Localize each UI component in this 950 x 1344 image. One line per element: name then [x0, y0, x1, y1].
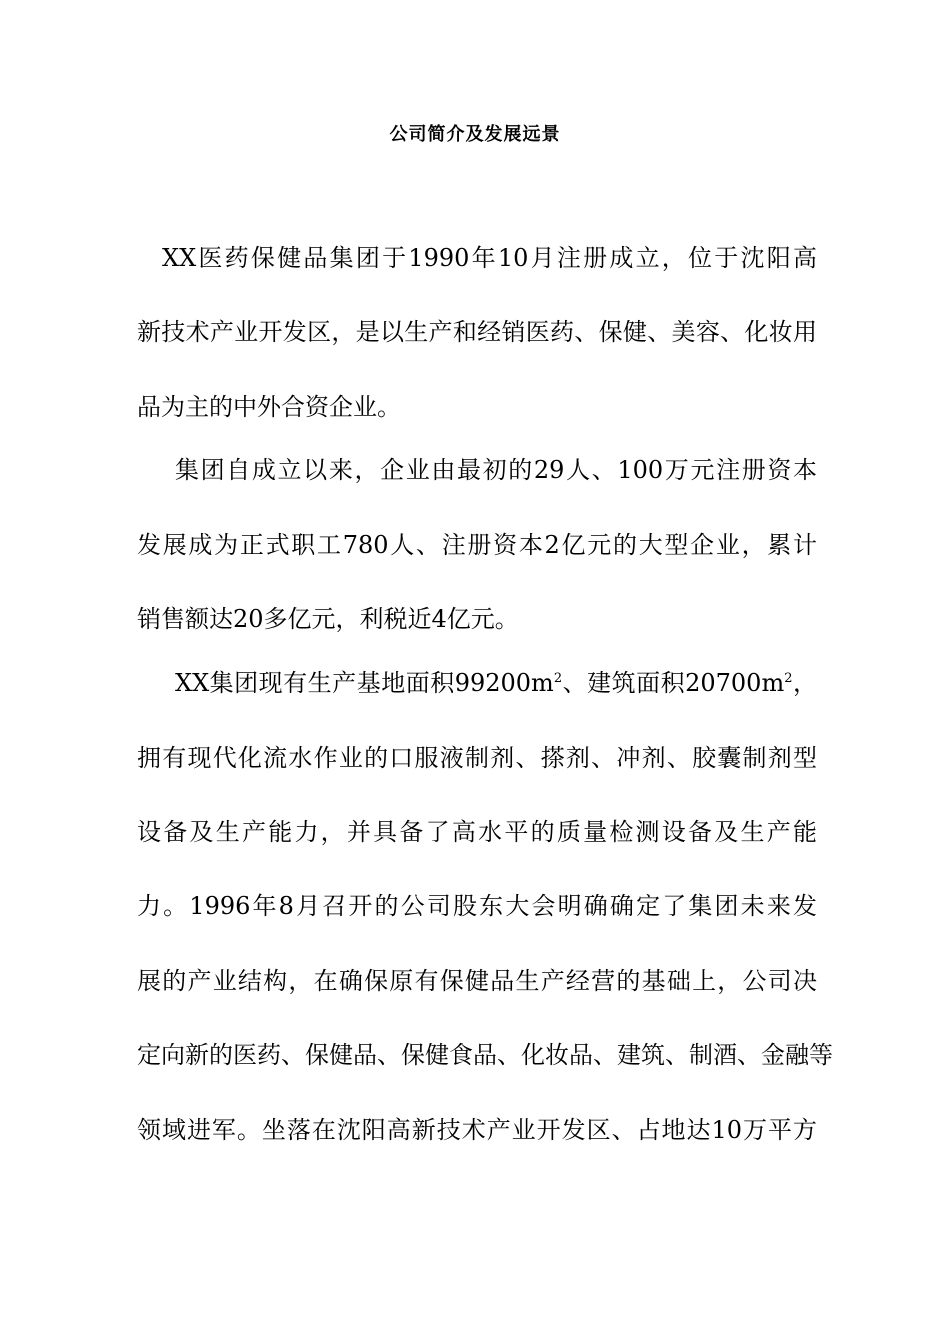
paragraph-1-line-3: 品为主的中外合资企业。 — [137, 393, 401, 421]
superscript-2: 2 — [784, 671, 793, 686]
paragraph-3-line-1 — [175, 669, 817, 697]
paragraph-3-line-1-part-3: ， — [792, 669, 818, 697]
paragraph-3-line-7: 领域进军。坐落在沈阳高新技术产业开发区、占地达10万平方 — [137, 1116, 817, 1144]
paragraph-3-line-1-part-2: 、建筑面积20700m — [562, 669, 785, 697]
document-title: 公司简介及发展远景 — [389, 124, 561, 145]
paragraph-3-line-2: 拥有现代化流水作业的口服液制剂、搽剂、冲剂、胶囊制剂型 — [137, 744, 817, 772]
paragraph-2-line-1: 集团自成立以来，企业由最初的29人、100万元注册资本 — [175, 456, 817, 484]
paragraph-3-line-3: 设备及生产能力，并具备了高水平的质量检测设备及生产能 — [137, 818, 817, 846]
paragraph-1-line-1: XX医药保健品集团于1990年10月注册成立，位于沈阳高 — [162, 244, 817, 272]
paragraph-1-line-2: 新技术产业开发区，是以生产和经销医药、保健、美容、化妆用 — [137, 318, 817, 346]
paragraph-3-line-5: 展的产业结构，在确保原有保健品生产经营的基础上，公司决 — [137, 967, 817, 995]
paragraph-2-line-2: 发展成为正式职工780人、注册资本2亿元的大型企业，累计 — [137, 531, 817, 559]
paragraph-3-line-1-part-1: XX集团现有生产基地面积99200m — [175, 669, 554, 697]
paragraph-2-line-3: 销售额达20多亿元，利税近4亿元。 — [137, 605, 519, 633]
paragraph-3-line-4: 力。1996年8月召开的公司股东大会明确确定了集团未来发 — [137, 892, 817, 920]
superscript-2: 2 — [553, 671, 563, 686]
paragraph-3-line-6: 定向新的医药、保健品、保健食品、化妆品、建筑、制酒、金融等 — [137, 1041, 833, 1069]
